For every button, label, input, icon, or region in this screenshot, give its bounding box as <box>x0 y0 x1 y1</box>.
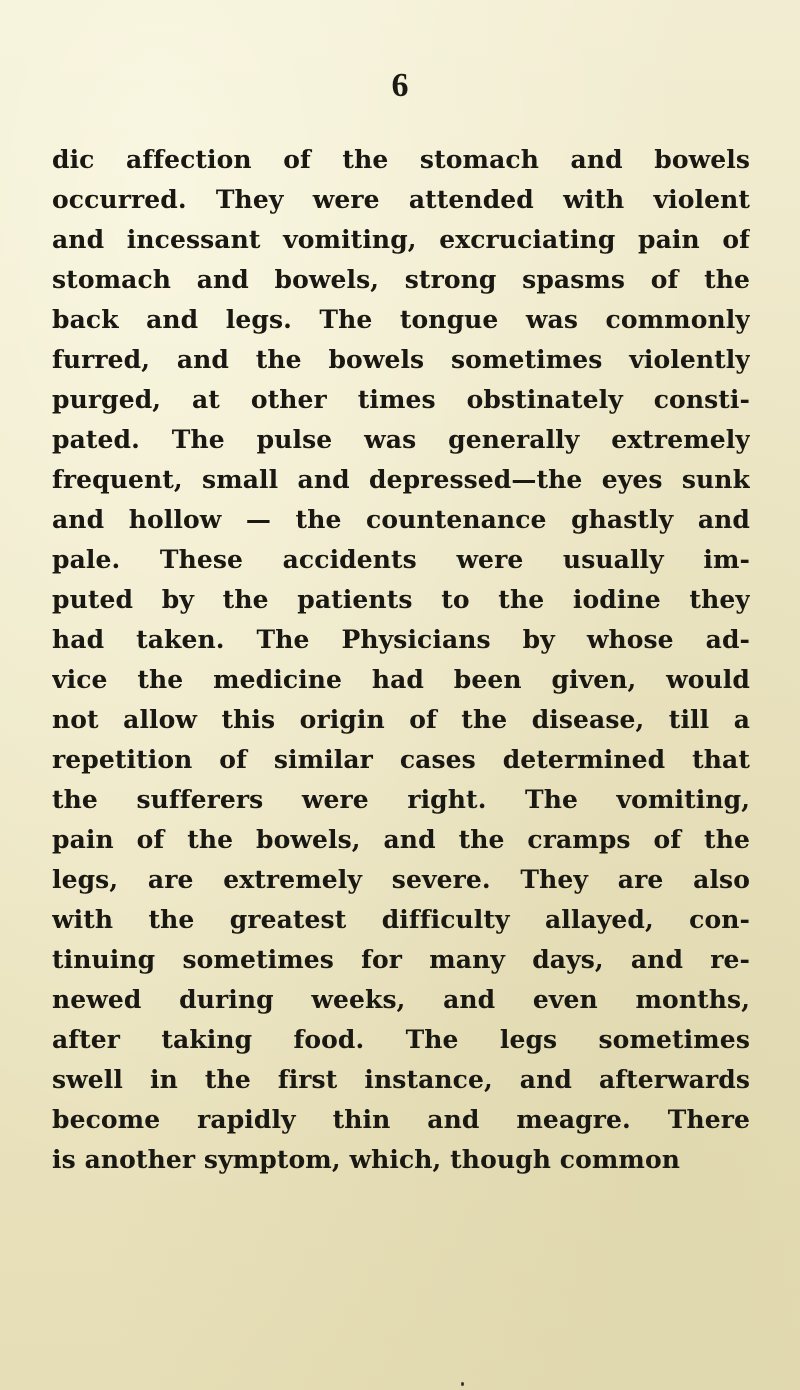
page-number: 6 <box>391 67 409 104</box>
body-text <box>52 140 750 1180</box>
text-line: and hollow — the countenance ghastly and <box>52 505 750 534</box>
text-line: legs, are extremely severe. They are also <box>52 865 750 894</box>
text-line: stomach and bowels, strong spasms of the <box>52 265 750 294</box>
text-line: vice the medicine had been given, would <box>52 665 750 694</box>
text-line: purged, at other times obstinately consti- <box>52 385 750 414</box>
text-line: puted by the patients to the iodine they <box>52 585 750 614</box>
text-line: is another symptom, which, though common <box>52 1145 681 1174</box>
text-line: swell in the first instance, and afterwards <box>52 1065 750 1094</box>
text-line: repetition of similar cases determined that <box>52 745 750 774</box>
text-line: newed during weeks, and even months, <box>52 985 750 1014</box>
text-line: with the greatest difficulty allayed, con- <box>52 905 750 934</box>
text-line: furred, and the bowels sometimes violently <box>52 345 750 374</box>
text-line: pain of the bowels, and the cramps of the <box>52 825 750 854</box>
text-line: after taking food. The legs sometimes <box>52 1025 750 1054</box>
text-line: not allow this origin of the disease, till a <box>52 705 750 734</box>
text-line: had taken. The Physicians by whose ad- <box>52 625 750 654</box>
text-line: become rapidly thin and meagre. There <box>52 1105 750 1134</box>
text-line: occurred. They were attended with violent <box>52 185 750 214</box>
text-line: frequent, small and depressed—the eyes sunk <box>52 465 750 494</box>
text-line: back and legs. The tongue was commonly <box>52 305 750 334</box>
text-line: tinuing sometimes for many days, and re- <box>52 945 750 974</box>
text-line: the sufferers were right. The vomiting, <box>52 785 750 814</box>
text-line: pale. These accidents were usually im- <box>52 545 750 574</box>
text-line: dic affection of the stomach and bowels <box>52 145 750 174</box>
text-line: and incessant vomiting, excruciating pain of <box>52 225 750 254</box>
text-line: pated. The pulse was generally extremely <box>52 425 750 454</box>
ink-speck <box>461 1382 464 1386</box>
